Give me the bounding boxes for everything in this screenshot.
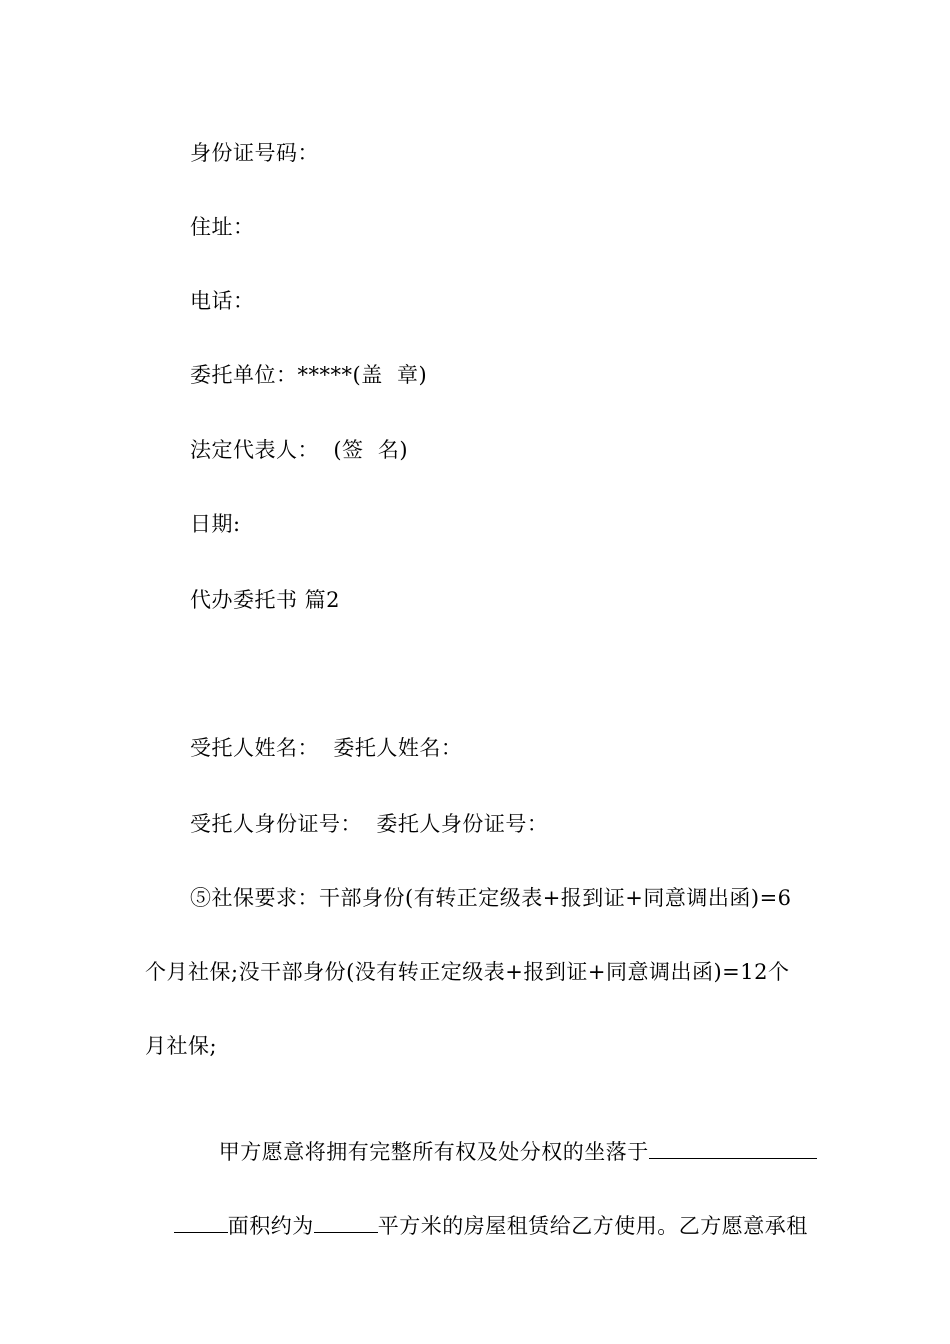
lease-paragraph-line2 <box>145 1182 808 1268</box>
location-blank <box>649 1136 817 1159</box>
legal-representative-label: 法定代表人： (签 名) <box>190 438 409 462</box>
area-text: 面积约为 <box>227 1214 314 1238</box>
lease-terms-text: 平方米的房屋租赁给乙方使用。乙方愿意承租 <box>377 1214 808 1238</box>
section-heading: 代办委托书 篇2 <box>190 588 341 612</box>
area-blank <box>314 1210 378 1233</box>
address-label: 住址： <box>190 215 255 239</box>
date-label: 日期: <box>190 512 241 536</box>
entrusting-unit-label: 委托单位：*****(盖 章) <box>190 363 428 387</box>
trustee-name-line: 受托人姓名： 委托人姓名： <box>190 736 463 760</box>
social-security-paragraph-line1: ⑤社保要求：干部身份(有转正定级表+报到证+同意调出函)=6 <box>190 886 792 910</box>
trustee-id-line: 受托人身份证号： 委托人身份证号： <box>190 812 549 836</box>
phone-label: 电话： <box>190 289 255 313</box>
social-security-paragraph-line3: 月社保; <box>145 1034 218 1058</box>
id-number-label: 身份证号码： <box>190 141 319 165</box>
lease-location-text: 甲方愿意将拥有完整所有权及处分权的坐落于 <box>218 1140 649 1164</box>
location-blank-continued <box>174 1210 228 1233</box>
social-security-paragraph-line2: 个月社保;没干部身份(没有转正定级表+报到证+同意调出函)=12个 <box>145 960 790 984</box>
